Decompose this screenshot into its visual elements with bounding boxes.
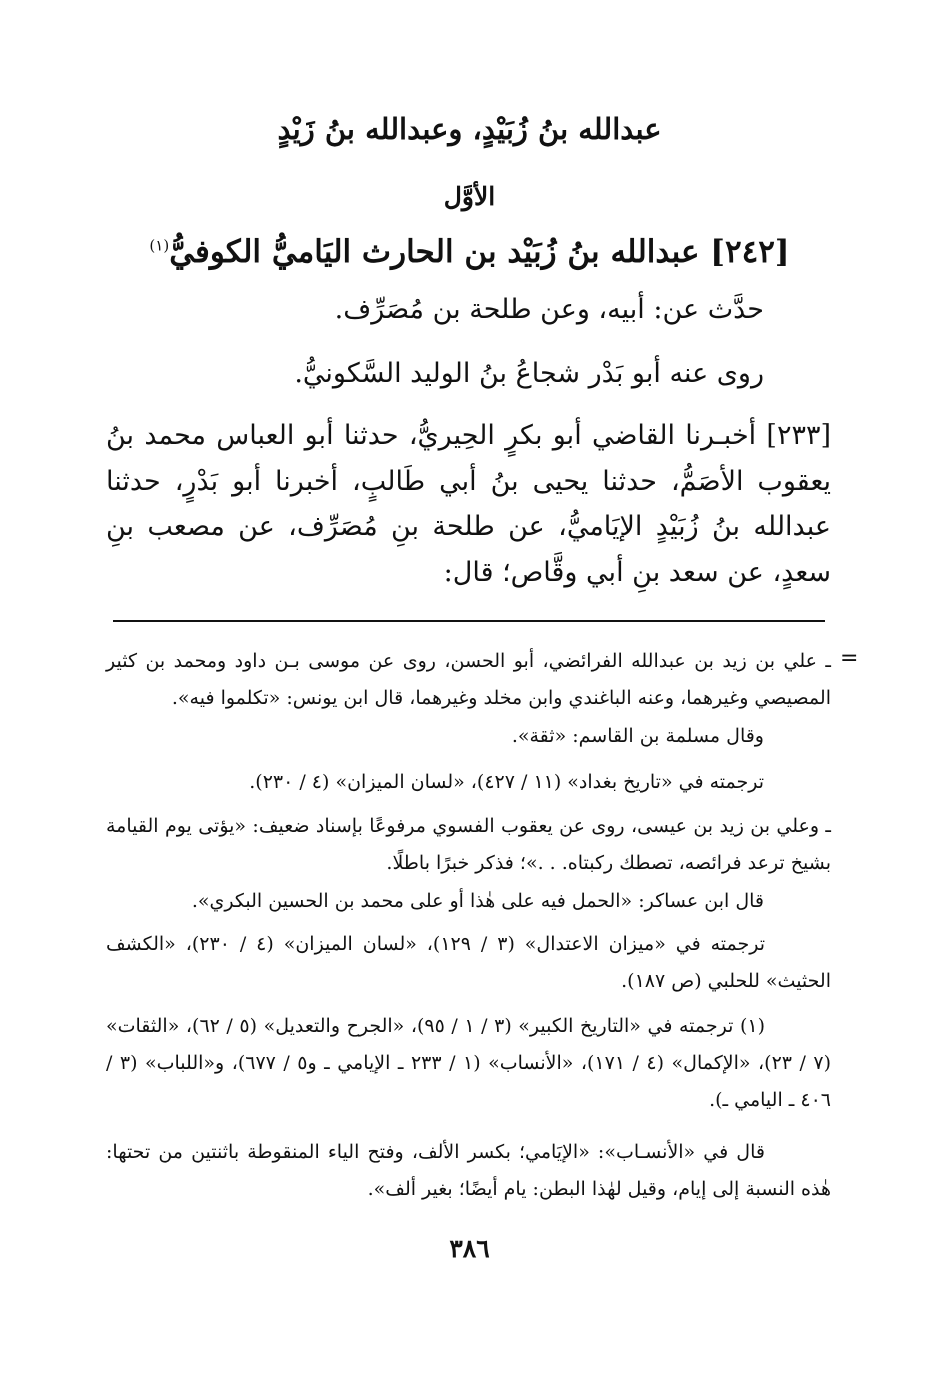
section-label: الأوَّل [443,182,496,211]
entry-title [0,234,939,270]
page-number: ٣٨٦ [449,1234,490,1263]
footnote-ali-isa-sources: ترجمته في «ميزان الاعتدال» (٣ / ١٢٩)، «لسان الميزان» (٤ / ٢٣٠)، «الكشف الحثيث» للحلبي (ص ١٨٧). [106,933,831,992]
hadith-text: [٢٣٣] أخبـرنا القاضي أبو بكرٍ الحِيريُّ، حدثنا أبو العباس محمد بنُ يعقوب الأصَمُّ، حدثنا يحيى بنُ أبي طَالبٍ، أخبرنا أبو بَدْرٍ، حدثنا عبدالله بنُ زُبَيْدٍ الإيَاميُّ، عن طلحة بنِ مُصَرِّف، عن مصعب بنِ سعدٍ، عن سعد بنِ أبي وقَّاص؛ قال: [106,420,831,588]
entry-title-text: [٢٤٢] عبدالله بنُ زُبَيْد بن الحارث اليَاميُّ الكوفيُّ [169,234,790,270]
footnote-1: (١) ترجمته في «التاريخ الكبير» (٣ / ١ / ٩٥)، «الجرح والتعديل» (٥ / ٦٢)، «الثقات» (٧ / ٢٣)، «الإكمال» (٤ / ١٧١)، «الأنساب» (١ / ٢٣٣ ـ الإيامي ـ و٥ / ٦٧٧)، و«اللباب» (٣ / ٤٠٦ ـ اليامي ـ). [106,1015,832,1111]
footnote-ibn-asakir-quote: قال ابن عساكر: «الحمل فيه على هٰذا أو على محمد بن الحسين البكري». [191,890,764,912]
footnote-1-ansab: قال في «الأنسـاب»: «الإيَامي؛ بكسر الألف، وفتح الياء المنقوطة باثنتين من تحتها: هٰذه النسبة إلى إيام، وقيل لهٰذا البطن: يام أيضًا؛ بغير ألف». [106,1141,831,1200]
footnote-marker: (١) [149,236,170,255]
running-header: عبدالله بنُ زُبَيْدٍ، وعبدالله بنُ زَيْدٍ [277,112,662,146]
narrated-by: روى عنه أبو بَدْر شجاعُ بنُ الوليد السَّكونيُّ. [294,358,764,389]
narrated-from: حدَّث عن: أبيه، وعن طلحة بن مُصَرِّف. [334,294,764,325]
footnote-ali-faraidi: ـ علي بن زيد بن عبدالله الفرائضي، أبو الحسن، روى عن موسى بـن داود ومحمد بن كثير المصيصي وغيرهما، وعنه الباغندي وابن مخلد وغيرهما، قال ابن يونس: «تكلموا فيه». [106,650,831,709]
footnote-continuation-mark: = [840,646,859,671]
footnote-ali-faraidi-sources: ترجمته في «تاريخ بغداد» (١١ / ٤٢٧)، «لسان الميزان» (٤ / ٢٣٠). [249,771,764,793]
footnote-separator [113,620,825,622]
footnote-maslama-quote: وقال مسلمة بن القاسم: «ثقة». [511,725,764,747]
footnote-ali-isa: ـ وعلي بن زيد بن عيسى، روى عن يعقوب الفسوي مرفوعًا بإسناد ضعيف: «يؤتى يوم القيامة بشيخ ترعد فرائصه، تصطك ركبتاه. . .»؛ فذكر خبرًا باطلًا. [106,815,831,874]
